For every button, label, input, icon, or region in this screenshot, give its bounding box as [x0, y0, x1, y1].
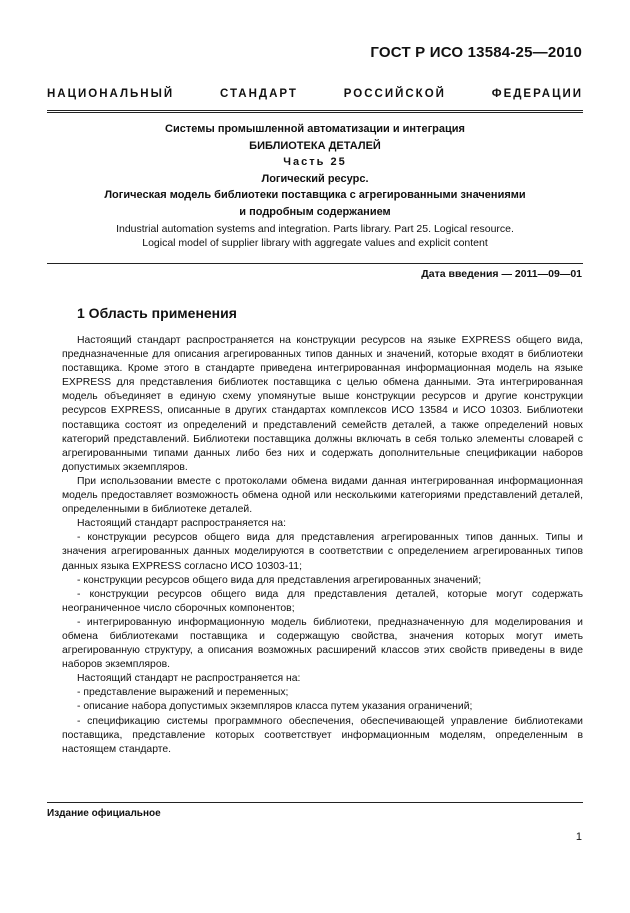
english-title-line-1: Industrial automation systems and integration. Parts library. Part 25. Logical resource. — [116, 223, 514, 235]
official-edition-label: Издание официальное — [47, 808, 161, 819]
title-line-2: БИБЛИОТЕКА ДЕТАЛЕЙ — [249, 139, 381, 152]
section-heading: 1 Область применения — [77, 305, 237, 321]
title-part-number: Часть 25 — [283, 156, 347, 168]
paragraph: Настоящий стандарт распространяется на конструкции ресурсов на языке EXPRESS общего вида, предназначенные для описания агрегированных типов данных и значений, которые входят в библиотеки поставщика. Кроме этого в стандарте приведена интегрированная информационная модель на языке EXPRESS для представления библиотек поставщика с целью обмена данными. Эта интегрированная модель объединяет в единую схему упомянутые выше конструкции ресурсов и другие конструкции ресурсов EXPRESS, описанные в других стандартах комплексов ИСО 13584 и ИСО 10303. Библиотеки поставщика состоят из определений и представлений семейств деталей, а также определений новых категорий представлений. Библиотеки поставщика должны включать в себя только элементы словарей с агрегированными типами данных либо без них и содержать дополнительные спецификации наборов допустимых экземпляров. — [62, 335, 583, 473]
list-item: - описание набора допустимых экземпляров класса путем указания ограничений; — [77, 701, 473, 713]
english-title-line-2: Logical model of supplier library with aggregate values and explicit content — [142, 237, 488, 249]
title-line-5: Логическая модель библиотеки поставщика с агрегированными значениями — [104, 189, 526, 201]
section-body — [62, 334, 583, 757]
standard-title — [47, 121, 583, 220]
paragraph: Настоящий стандарт не распространяется на: — [77, 673, 301, 685]
page-number: 1 — [575, 831, 582, 843]
footer-rule — [47, 802, 583, 803]
list-item: - спецификацию системы программного обеспечения, обеспечивающей управление библиотеками поставщика, представление которых соответствует информационным моделям, определенным в настоящем стандарте. — [62, 715, 583, 755]
gost-number: ГОСТ Р ИСО 13584-25—2010 — [370, 44, 582, 61]
title-line-1: Системы промышленной автоматизации и интеграция — [165, 123, 465, 135]
header-rule-lower — [47, 112, 583, 113]
list-item: - конструкции ресурсов общего вида для представления деталей, которые могут содержать неограниченное число сборочных компонентов; — [62, 588, 583, 614]
title-separator-rule — [47, 263, 583, 264]
paragraph: Настоящий стандарт распространяется на: — [77, 518, 286, 530]
english-title — [47, 222, 583, 250]
list-item: - конструкции ресурсов общего вида для представления агрегированных значений; — [77, 574, 482, 586]
header-rule-upper — [47, 110, 583, 111]
title-line-4: Логический ресурс. — [261, 172, 369, 185]
title-line-6: и подробным содержанием — [239, 205, 391, 218]
national-standard-heading: НАЦИОНАЛЬНЫЙ СТАНДАРТ РОССИЙСКОЙ ФЕДЕРАЦИИ — [47, 88, 583, 100]
list-item: - представление выражений и переменных; — [77, 687, 289, 699]
intro-date: Дата введения — 2011—09—01 — [421, 268, 582, 280]
list-item: - конструкции ресурсов общего вида для представления агрегированных типов данных. Типы и значения агрегированных данных моделируются в соответствии с определением агрегированных типов данных языка EXPRESS согласно ИСО 10303-11; — [62, 532, 583, 572]
list-item: - интегрированную информационную модель библиотеки, предназначенную для моделирования и обмена библиотеками поставщика и содержащую свойства, значения которых могут иметь агрегированную структуру, а описания возможных расширений классов этих свойств приведены в виде наборов экземпляров. — [62, 616, 583, 671]
paragraph: При использовании вместе с протоколами обмена видами данная интегрированная информационная модель предоставляет возможность обмена одной или несколькими категориями представлений деталей, определенными в библиотеке деталей. — [62, 475, 583, 516]
